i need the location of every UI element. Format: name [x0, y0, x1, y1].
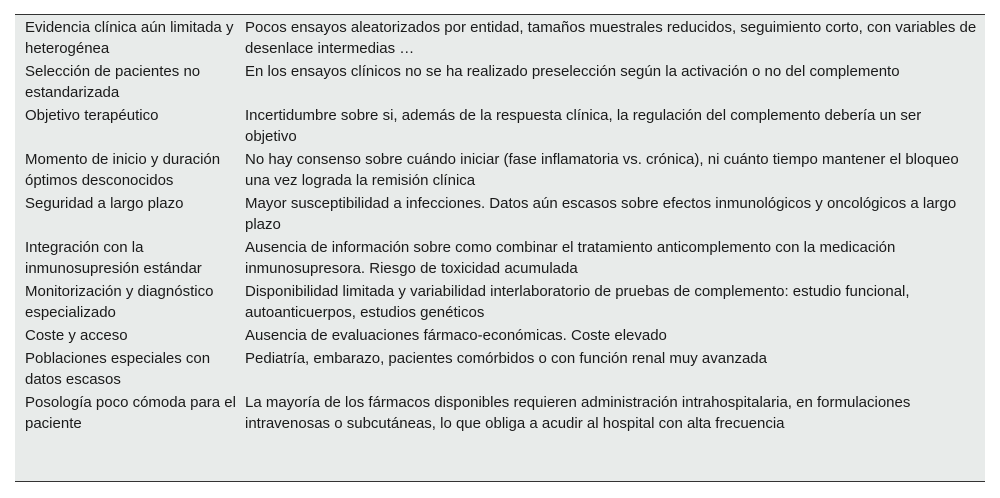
description-cell: Ausencia de información sobre como combinar el tratamiento anticomplemento con la medicación inmunosupresora. Riesgo de toxicidad acumulada [245, 239, 896, 277]
limitations-table [15, 15, 985, 435]
limitation-cell: Momento de inicio y duración óptimos desconocidos [25, 151, 221, 189]
description-cell: Ausencia de evaluaciones fármaco-económicas. Coste elevado [245, 327, 667, 344]
table-row [15, 148, 985, 192]
description-cell: La mayoría de los fármacos disponibles requieren administración intrahospitalaria, en formulaciones intravenosas o subcutáneas, lo que obliga a acudir al hospital con alta frecuencia [245, 394, 911, 432]
table-row [15, 60, 985, 104]
table-row [15, 324, 985, 347]
limitation-cell: Evidencia clínica aún limitada y heterogénea [25, 19, 234, 57]
description-cell: Incertidumbre sobre si, además de la respuesta clínica, la regulación del complemento debería un ser objetivo [245, 107, 922, 145]
description-cell: Pediatría, embarazo, pacientes comórbidos o con función renal muy avanzada [245, 350, 767, 367]
description-cell: En los ensayos clínicos no se ha realizado preselección según la activación o no del complemento [245, 63, 900, 80]
description-cell: Disponibilidad limitada y variabilidad interlaboratorio de pruebas de complemento: estudio funcional, autoanticuerpos, estudios genéticos [245, 283, 910, 321]
table-row [15, 15, 985, 60]
limitation-cell: Objetivo terapéutico [25, 107, 159, 124]
limitation-cell: Seguridad a largo plazo [25, 195, 184, 212]
table-row [15, 347, 985, 391]
description-cell: Pocos ensayos aleatorizados por entidad, tamaños muestrales reducidos, seguimiento corto, con variables de desenlace intermedias … [245, 19, 977, 57]
limitations-table-container [15, 14, 985, 482]
limitation-cell: Coste y acceso [25, 327, 128, 344]
table-row [15, 236, 985, 280]
table-row [15, 391, 985, 435]
description-cell: No hay consenso sobre cuándo iniciar (fase inflamatoria vs. crónica), ni cuánto tiempo mantener el bloqueo una vez lograda la remisión clínica [245, 151, 959, 189]
limitation-cell: Poblaciones especiales con datos escasos [25, 350, 211, 388]
table-row [15, 104, 985, 148]
limitation-cell: Selección de pacientes no estandarizada [25, 63, 201, 101]
limitation-cell: Monitorización y diagnóstico especializado [25, 283, 214, 321]
table-row [15, 192, 985, 236]
limitation-cell: Posología poco cómoda para el paciente [25, 394, 236, 432]
description-cell: Mayor susceptibilidad a infecciones. Datos aún escasos sobre efectos inmunológicos y oncológicos a largo plazo [245, 195, 957, 233]
limitation-cell: Integración con la inmunosupresión estándar [25, 239, 202, 277]
table-row [15, 280, 985, 324]
